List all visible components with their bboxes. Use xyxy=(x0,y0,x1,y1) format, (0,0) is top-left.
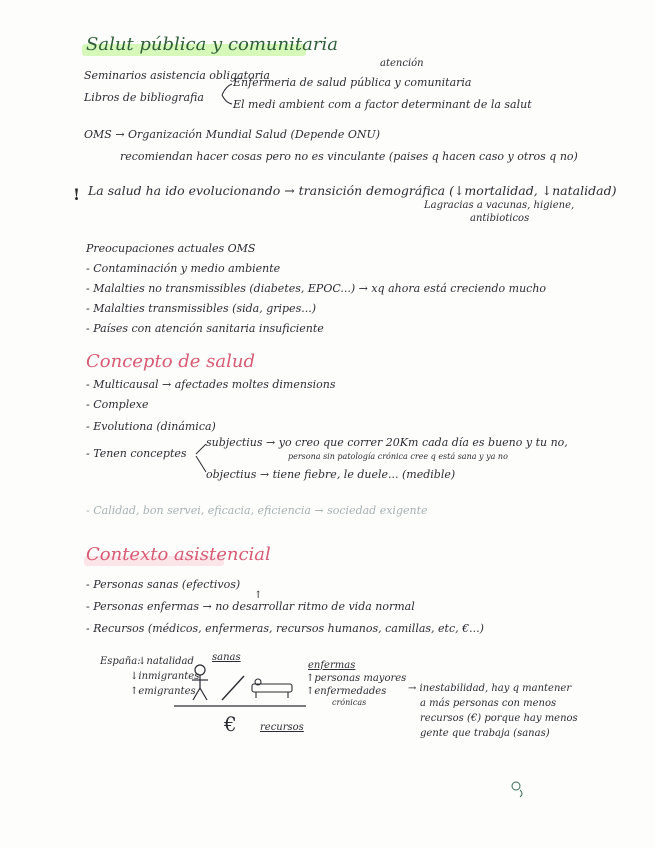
note-line: La salud ha ido evolucionando → transición demográfica (↓mortalidad, ↓natalidad) xyxy=(88,183,617,198)
branch-text: objectius → tiene fiebre, le duele... (medible) xyxy=(206,468,456,481)
note-line: recomiendan hacer cosas pero no es vinculante (paises q hacen caso y otros q no) xyxy=(120,150,578,163)
stick-figure-icon xyxy=(192,665,208,700)
note-branch: El medi ambient com a factor determinant de la salut xyxy=(233,98,532,111)
list-item: - Personas sanas (efectivos) xyxy=(86,578,241,591)
section3-title: Contexto asistencial xyxy=(86,544,271,565)
list-item: - Evolutiona (dinámica) xyxy=(86,420,216,433)
list-item: - Contaminación y medio ambiente xyxy=(86,262,281,275)
branch-text: subjectius → yo creo que correr 20Km cada día es bueno y tu no, xyxy=(206,436,568,449)
diagram-label: sanas xyxy=(212,652,241,663)
list-item: - Multicausal → afectades moltes dimensions xyxy=(86,378,336,391)
conclusion-text: a más personas con menos xyxy=(420,698,557,709)
divider-slash xyxy=(222,676,244,700)
branch-arrow xyxy=(196,444,206,454)
bed-icon xyxy=(252,679,292,698)
note-branch: Enfermeria de salud pública y comunitaria xyxy=(233,76,472,89)
diagram-label: recursos xyxy=(260,722,304,733)
conclusion-text: → inestabilidad, hay q mantener xyxy=(408,683,572,694)
branch-note: persona sin patología crónica cree q está sana y ya no xyxy=(288,452,508,461)
list-item: - Complexe xyxy=(86,398,149,411)
note-line: Libros de bibliografia xyxy=(84,91,204,104)
section2-title: Concepto de salud xyxy=(86,351,255,372)
note-annotation: Lagracias a vacunas, higiene, xyxy=(424,200,575,211)
diagram-label: ↑enfermedades xyxy=(306,686,387,697)
note-line: Seminarios asistencia obligatoria xyxy=(84,69,270,82)
note-line: OMS → Organización Mundial Salud (Depende ONU) xyxy=(84,128,381,141)
euro-symbol: € xyxy=(224,712,237,736)
faded-note: - Calidad, bon servei, eficacia, eficiencia → sociedad exigente xyxy=(86,504,428,517)
branch-arrow xyxy=(196,456,206,472)
subheading: Preocupaciones actuales OMS xyxy=(86,242,256,255)
stamp-icon xyxy=(512,782,522,797)
diagram-label: ↑personas mayores xyxy=(306,673,407,684)
list-item: - Personas enfermas → no desarrollar ritmo de vida normal xyxy=(86,600,415,613)
list-item: - Tenen conceptes xyxy=(86,447,187,460)
conclusion-text: recursos (€) porque hay menos xyxy=(420,713,578,724)
list-item: - Países con atención sanitaria insuficiente xyxy=(86,322,324,335)
note-annotation: antibioticos xyxy=(470,213,530,224)
section1-title: Salut pública y comunitaria xyxy=(86,34,338,55)
list-item: - Malalties no transmissibles (diabetes, EPOC...) → xq ahora está creciendo mucho xyxy=(86,282,547,295)
note-annotation: ↑ xyxy=(254,590,263,601)
diagram-label: ↓inmigrantes xyxy=(130,671,200,682)
branch-arrow xyxy=(222,84,232,95)
conclusion-text: gente que trabaja (sanas) xyxy=(420,728,550,739)
diagram-label: ↓natalidad xyxy=(138,656,194,667)
list-item: - Recursos (médicos, enfermeras, recursos humanos, camillas, etc, €...) xyxy=(86,622,484,635)
note-annotation: atención xyxy=(380,58,424,69)
diagram-label: ↑emigrantes xyxy=(130,686,196,697)
exclamation-icon: ! xyxy=(73,185,81,204)
diagram-label: enfermas xyxy=(308,660,356,671)
diagram-label: crónicas xyxy=(332,698,367,707)
list-item: - Malalties transmissibles (sida, gripes...) xyxy=(86,302,316,315)
branch-arrow xyxy=(222,95,232,104)
diagram-label: España: xyxy=(100,656,141,667)
